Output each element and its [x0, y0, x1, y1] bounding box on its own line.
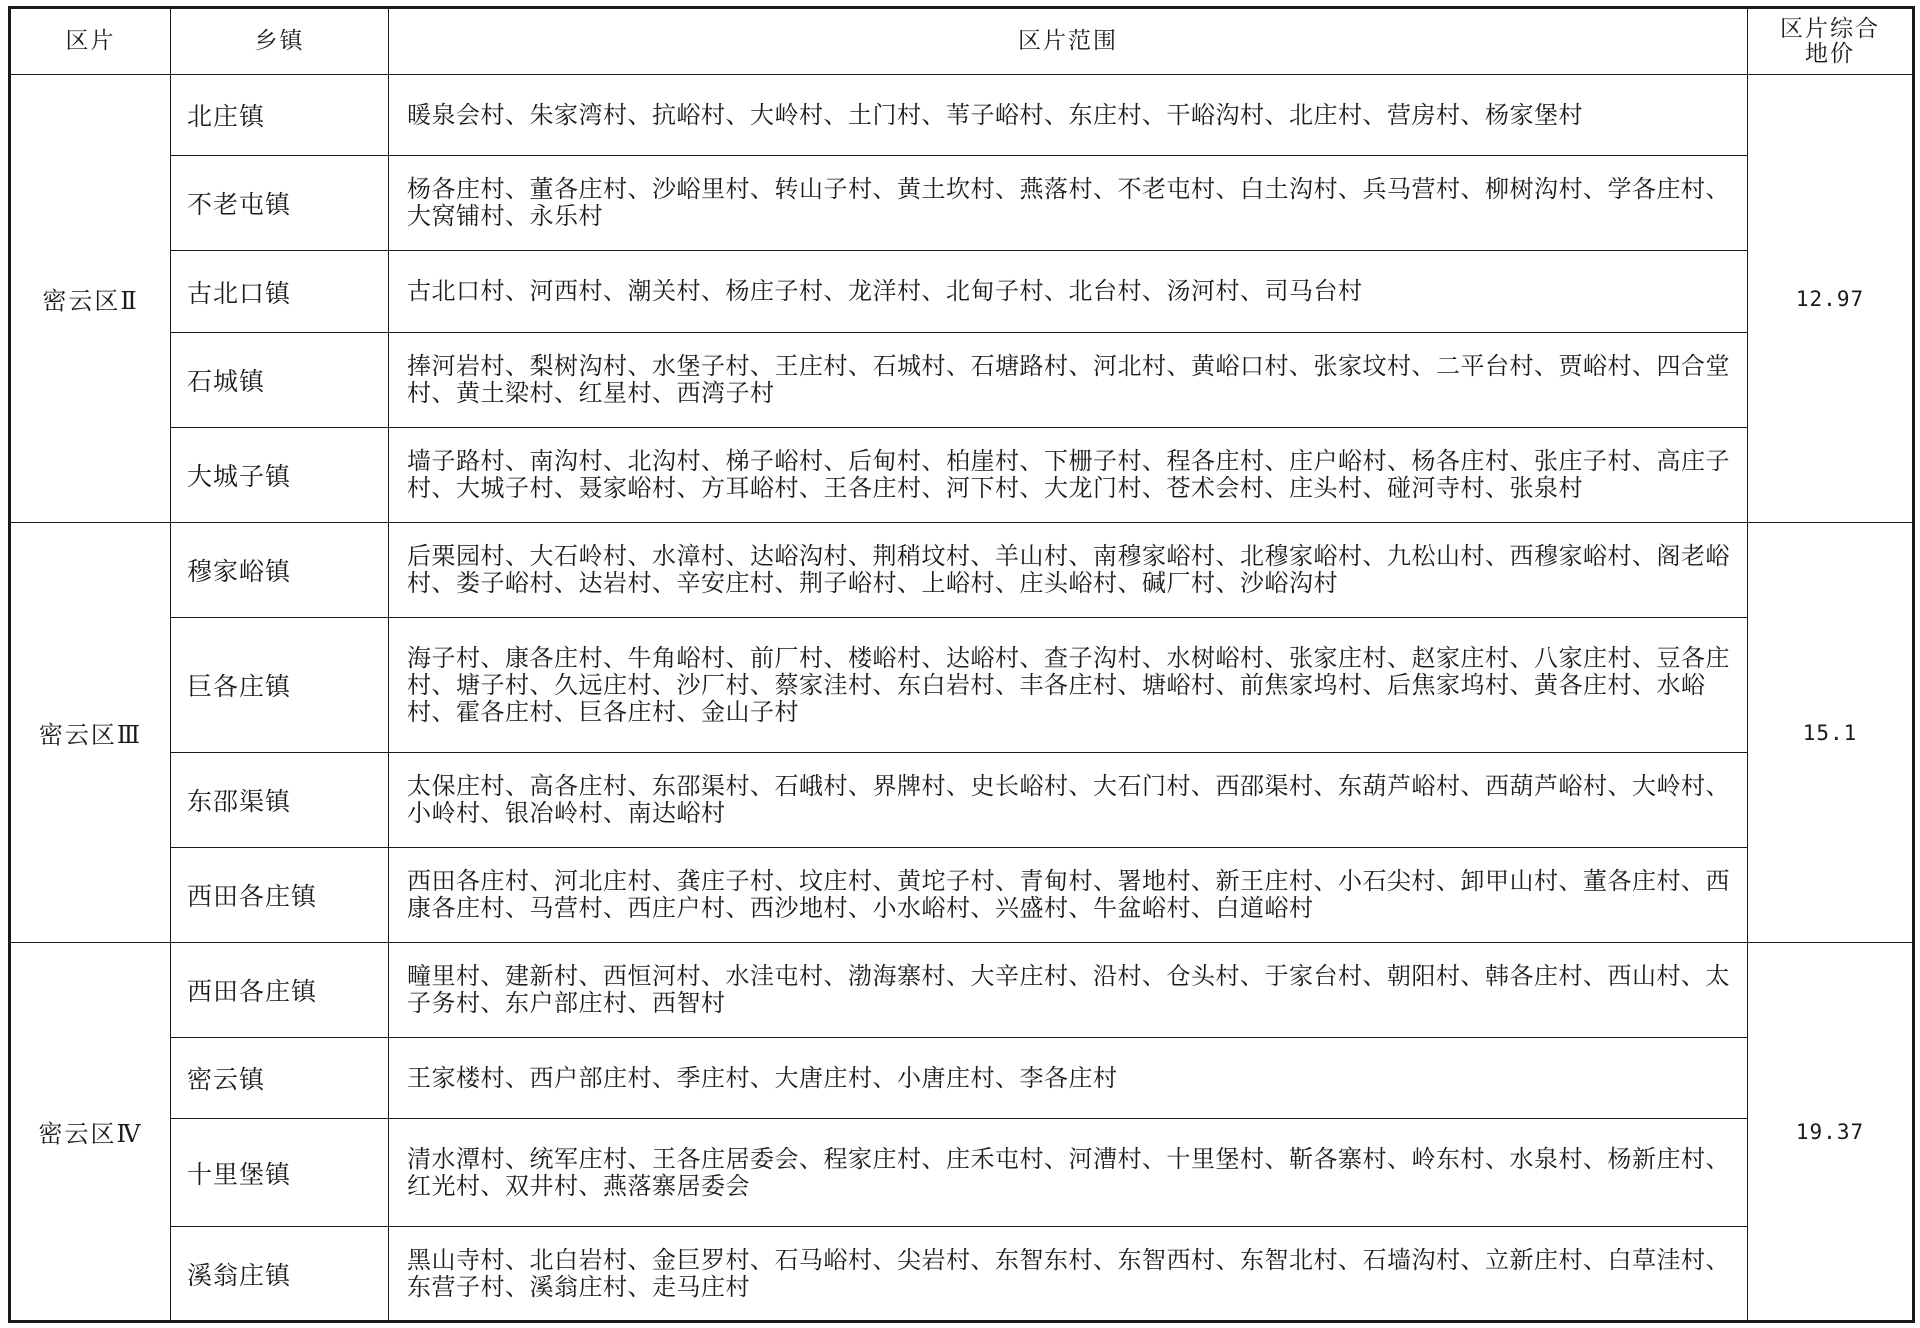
table-row: [10, 75, 1914, 156]
header-range: 区片范围: [389, 8, 1748, 75]
table-row: [10, 848, 1914, 943]
range-cell: 王家楼村、西户部庄村、季庄村、大唐庄村、小唐庄村、李各庄村: [389, 1038, 1748, 1119]
range-cell: 杨各庄村、董各庄村、沙峪里村、转山子村、黄土坎村、燕落村、不老屯村、白土沟村、兵马营村、柳树沟村、学各庄村、大窝铺村、永乐村: [389, 156, 1748, 251]
town-cell: 不老屯镇: [171, 156, 389, 251]
town-cell: 溪翁庄镇: [171, 1227, 389, 1322]
town-cell: 大城子镇: [171, 428, 389, 523]
town-cell: 西田各庄镇: [171, 848, 389, 943]
land-price-table-container: [8, 6, 1912, 1323]
town-cell: 密云镇: [171, 1038, 389, 1119]
range-cell: 西田各庄村、河北庄村、龚庄子村、坟庄村、黄坨子村、青甸村、署地村、新王庄村、小石尖村、卸甲山村、董各庄村、西康各庄村、马营村、西庄户村、西沙地村、小水峪村、兴盛村、牛盆峪村、白道峪村: [389, 848, 1748, 943]
town-cell: 北庄镇: [171, 75, 389, 156]
table-row: [10, 618, 1914, 753]
table-row: [10, 1038, 1914, 1119]
price-cell: 15.1: [1748, 523, 1914, 943]
price-cell: 19.37: [1748, 943, 1914, 1322]
table-row: [10, 251, 1914, 333]
table-row: [10, 1227, 1914, 1322]
range-cell: 暖泉会村、朱家湾村、抗峪村、大岭村、土门村、苇子峪村、东庄村、干峪沟村、北庄村、营房村、杨家堡村: [389, 75, 1748, 156]
town-cell: 东邵渠镇: [171, 753, 389, 848]
range-cell: 清水潭村、统军庄村、王各庄居委会、程家庄村、庄禾屯村、河漕村、十里堡村、靳各寨村、岭东村、水泉村、杨新庄村、红光村、双井村、燕落寨居委会: [389, 1119, 1748, 1227]
district-cell: 密云区Ⅱ: [10, 75, 171, 523]
price-cell: 12.97: [1748, 75, 1914, 523]
town-cell: 巨各庄镇: [171, 618, 389, 753]
range-cell: 海子村、康各庄村、牛角峪村、前厂村、楼峪村、达峪村、查子沟村、水树峪村、张家庄村、赵家庄村、八家庄村、豆各庄村、塘子村、久远庄村、沙厂村、蔡家洼村、东白岩村、丰各庄村、塘峪村、前焦家坞村、后焦家坞村、黄各庄村、水峪村、霍各庄村、巨各庄村、金山子村: [389, 618, 1748, 753]
table-row: [10, 943, 1914, 1038]
town-cell: 古北口镇: [171, 251, 389, 333]
town-cell: 石城镇: [171, 333, 389, 428]
town-cell: 穆家峪镇: [171, 523, 389, 618]
header-town: 乡镇: [171, 8, 389, 75]
table-row: [10, 523, 1914, 618]
header-district: 区片: [10, 8, 171, 75]
table-row: [10, 753, 1914, 848]
land-price-table: [8, 6, 1915, 1323]
town-cell: 十里堡镇: [171, 1119, 389, 1227]
range-cell: 后栗园村、大石岭村、水漳村、达峪沟村、荆稍坟村、羊山村、南穆家峪村、北穆家峪村、九松山村、西穆家峪村、阁老峪村、娄子峪村、达岩村、辛安庄村、荆子峪村、上峪村、庄头峪村、碱厂村、沙峪沟村: [389, 523, 1748, 618]
range-cell: 墙子路村、南沟村、北沟村、梯子峪村、后甸村、柏崖村、下栅子村、程各庄村、庄户峪村、杨各庄村、张庄子村、高庄子村、大城子村、聂家峪村、方耳峪村、王各庄村、河下村、大龙门村、苍术会村、庄头村、碰河寺村、张泉村: [389, 428, 1748, 523]
table-row: [10, 428, 1914, 523]
range-cell: 太保庄村、高各庄村、东邵渠村、石峨村、界牌村、史长峪村、大石门村、西邵渠村、东葫芦峪村、西葫芦峪村、大岭村、小岭村、银冶岭村、南达峪村: [389, 753, 1748, 848]
district-cell: 密云区Ⅳ: [10, 943, 171, 1322]
header-price: [1748, 8, 1914, 75]
header-price-line2: 地价: [1805, 40, 1855, 67]
range-cell: 黑山寺村、北白岩村、金巨罗村、石马峪村、尖岩村、东智东村、东智西村、东智北村、石墙沟村、立新庄村、白草洼村、东营子村、溪翁庄村、走马庄村: [389, 1227, 1748, 1322]
header-row: [10, 8, 1914, 75]
range-cell: 古北口村、河西村、潮关村、杨庄子村、龙洋村、北甸子村、北台村、汤河村、司马台村: [389, 251, 1748, 333]
range-cell: 捧河岩村、梨树沟村、水堡子村、王庄村、石城村、石塘路村、河北村、黄峪口村、张家坟村、二平台村、贾峪村、四合堂村、黄土梁村、红星村、西湾子村: [389, 333, 1748, 428]
district-cell: 密云区Ⅲ: [10, 523, 171, 943]
table-row: [10, 156, 1914, 251]
town-cell: 西田各庄镇: [171, 943, 389, 1038]
range-cell: 疃里村、建新村、西恒河村、水洼屯村、渤海寨村、大辛庄村、沿村、仓头村、于家台村、朝阳村、韩各庄村、西山村、太子务村、东户部庄村、西智村: [389, 943, 1748, 1038]
header-price-line1: 区片综合: [1780, 15, 1880, 42]
table-row: [10, 333, 1914, 428]
table-row: [10, 1119, 1914, 1227]
